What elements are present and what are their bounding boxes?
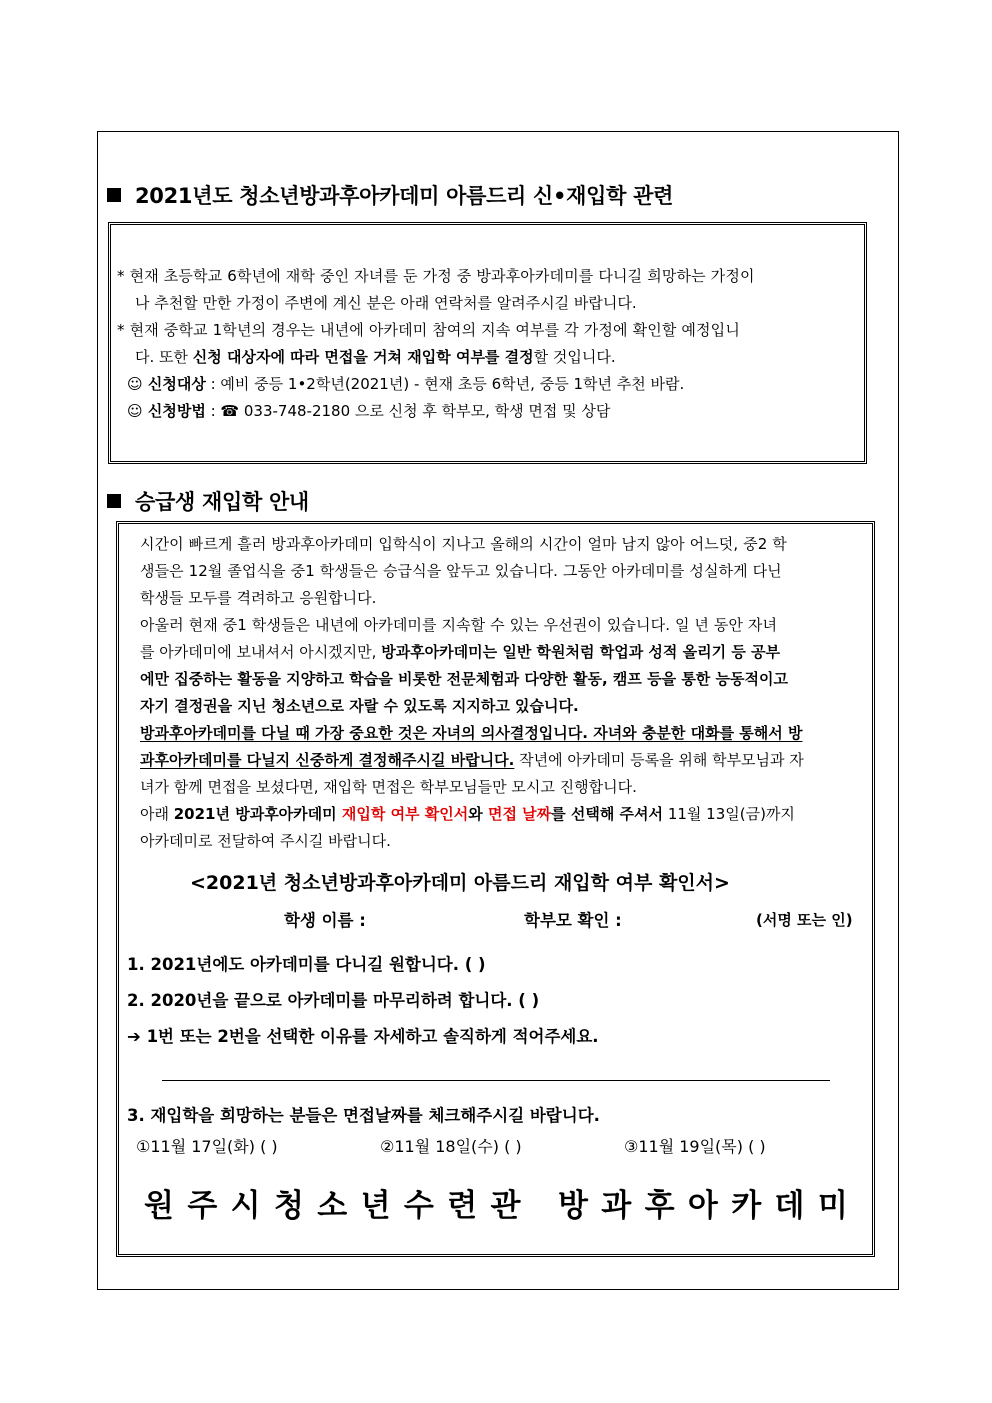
apply-method-value: : ☎ 033-748-2180 으로 신청 후 학부모, 학생 면접 및 상담: [205, 402, 611, 420]
date-option-1: ①11월 17일(화) ( ): [136, 1137, 278, 1156]
signature-char: 년: [360, 1188, 391, 1224]
section1-heading: [107, 180, 673, 210]
note2-text-c: 할 것입니다.: [533, 348, 616, 366]
signature-char: 관: [490, 1188, 521, 1224]
p1-line2: 생들은 12월 졸업식을 중1 학생들은 승급식을 앞두고 있습니다. 그동안 아카데미를 성실하게 다닌: [140, 562, 782, 580]
p4-text-b: 2021년 방과후아카데미: [173, 805, 342, 823]
signature-char: 주: [187, 1188, 218, 1224]
apply-target-value: : 예비 중등 1•2학년(2021년) - 현재 초등 6학년, 중등 1학년 추천 바람.: [205, 375, 685, 393]
p3-text-b: 작년에 아카데미 등록을 위해 학부모님과 자: [514, 751, 804, 769]
section1-heading-text: 2021년도 청소년방과후아카데미 아름드리 신•재입학 관련: [135, 184, 674, 208]
p4-text-a: 아래: [140, 805, 174, 823]
apply-method: [127, 401, 610, 421]
organization-signature: [144, 1180, 848, 1225]
note2-line1: * 현재 중학교 1학년의 경우는 내년에 아카데미 참여의 지속 여부를 각 가정에 확인할 예정입니: [117, 321, 740, 339]
p4-text-red2: 면접 날짜: [487, 805, 552, 823]
option1-text: 1. 2021년에도 아카데미를 다니길 원합니다. ( ): [127, 955, 486, 974]
p2-line2: [140, 642, 780, 662]
signature-char: 과: [601, 1188, 632, 1224]
answer-line[interactable]: [162, 1080, 830, 1081]
note1-line1: * 현재 초등학교 6학년에 재학 중인 자녀를 둔 가정 중 방과후아카데미를 다니길 희망하는 가정이: [117, 267, 755, 285]
section2-heading-text: 승급생 재입학 안내: [135, 490, 309, 514]
apply-target: [127, 374, 684, 394]
parent-confirm-label: 학부모 확인 :: [524, 911, 622, 930]
p4-line1: [140, 804, 795, 824]
square-bullet-icon: [107, 188, 121, 202]
signature-char: 방: [557, 1188, 588, 1224]
p2-text-a: 를 아카데미에 보내셔서 아시겠지만,: [140, 643, 382, 661]
square-bullet-icon: [107, 494, 121, 508]
p4-line2: 아카데미로 전달하여 주시길 바랍니다.: [140, 832, 391, 850]
p3-line2: [140, 750, 804, 770]
option3-text: 3. 재입학을 희망하는 분들은 면접날짜를 체크해주시길 바랍니다.: [127, 1106, 600, 1125]
signature-char: 소: [317, 1188, 348, 1224]
section1-box: [108, 222, 867, 464]
signature-char: [534, 1180, 545, 1225]
p4-text-d: 와: [468, 805, 488, 823]
signature-char: 수: [403, 1188, 434, 1224]
signature-char: 카: [731, 1188, 762, 1224]
p2-line3: 에만 집중하는 활동을 지양하고 학습을 비롯한 전문체험과 다양한 활동, 캠프 등을 통한 능동적이고: [140, 670, 788, 688]
apply-target-label: ☺ 신청대상: [127, 375, 206, 393]
signature-char: 아: [687, 1188, 718, 1224]
signature-char: 청: [273, 1188, 304, 1224]
signature-char: 데: [774, 1188, 805, 1224]
date-option-3: ③11월 19일(목) ( ): [624, 1137, 766, 1156]
reason-text: ➔ 1번 또는 2번을 선택한 이유를 자세하고 솔직하게 적어주세요.: [127, 1027, 599, 1046]
student-name-label: 학생 이름 :: [284, 911, 366, 930]
signature-char: 련: [447, 1188, 478, 1224]
note2-text-bold: 신청 대상자에 따라 면접을 거쳐 재입학 여부를 결정: [192, 348, 534, 366]
p1-line3: 학생들 모두를 격려하고 응원합니다.: [140, 589, 377, 607]
p3-text-underlined: 과후아카데미를 다닐지 신중하게 결정해주시길 바랍니다.: [140, 751, 515, 769]
p4-text-f: 를 선택해 주셔서: [551, 805, 664, 823]
p2-text-bold: 방과후아카데미는 일반 학원처럼 학업과 성적 올리기 등 공부: [381, 643, 781, 661]
p4-text-g: 11월 13일(금)까지: [663, 805, 795, 823]
signature-char: 원: [144, 1188, 174, 1224]
note1-line2: 나 추천할 만한 가정이 주변에 계신 분은 아래 연락처를 알려주시길 바랍니다.: [135, 294, 637, 312]
note2-text-a: 다. 또한: [135, 348, 193, 366]
p2-line1: 아울러 현재 중1 학생들은 내년에 아카데미를 지속할 수 있는 우선권이 있습니다. 일 년 동안 자녀: [140, 616, 778, 634]
form-title: <2021년 청소년방과후아카데미 아름드리 재입학 여부 확인서>: [190, 872, 730, 894]
p3-line1: 방과후아카데미를 다닐 때 가장 중요한 것은 자녀의 의사결정입니다. 자녀와 충분한 대화를 통해서 방: [140, 724, 803, 742]
p1-line1: 시간이 빠르게 흘러 방과후아카데미 입학식이 지나고 올해의 시간이 얼마 남지 않아 어느덧, 중2 학: [140, 535, 787, 553]
note2-line2: [135, 347, 616, 367]
signature-char: 시: [230, 1188, 261, 1224]
p4-text-red1: 재입학 여부 확인서: [341, 805, 469, 823]
date-option-2: ②11월 18일(수) ( ): [380, 1137, 522, 1156]
sign-label: (서명 또는 인): [756, 911, 853, 929]
section2-heading: [107, 486, 309, 516]
signature-char: 미: [817, 1188, 848, 1224]
signature-char: 후: [644, 1188, 675, 1224]
apply-method-label: ☺ 신청방법: [127, 402, 206, 420]
p3-line3: 녀가 함께 면접을 보셨다면, 재입학 면접은 학부모님들만 모시고 진행합니다.: [140, 778, 637, 796]
p2-line4: 자기 결정권을 지닌 청소년으로 자랄 수 있도록 지지하고 있습니다.: [140, 697, 579, 715]
option2-text: 2. 2020년을 끝으로 아카데미를 마무리하려 합니다. ( ): [127, 991, 540, 1010]
